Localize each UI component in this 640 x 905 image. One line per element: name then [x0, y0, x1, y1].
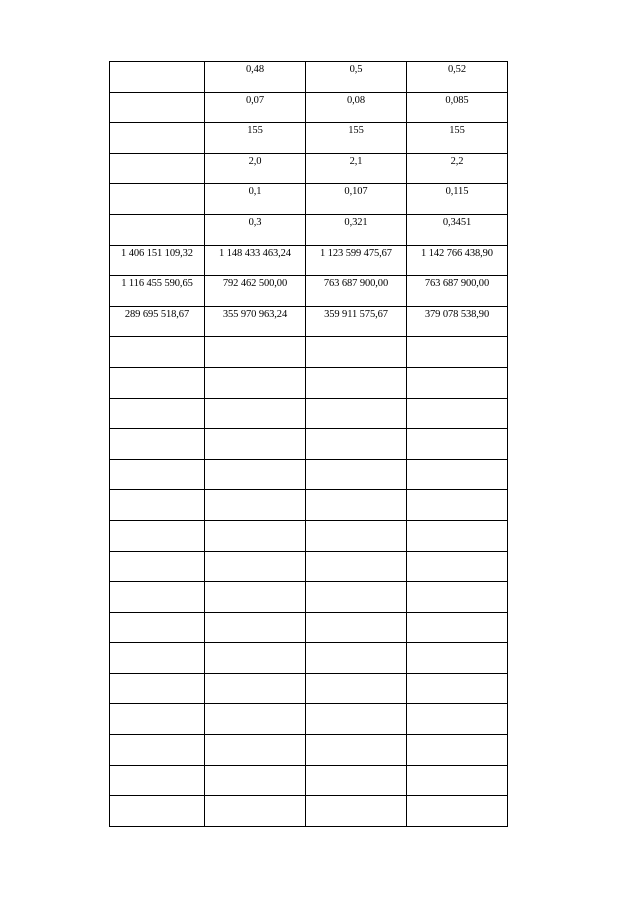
cell-value	[110, 735, 204, 736]
table-cell	[110, 765, 205, 796]
cell-value: 0,3	[248, 216, 262, 228]
table-cell	[205, 490, 306, 521]
cell-value: 763 687 900,00	[323, 278, 389, 290]
cell-value: 155	[348, 125, 364, 137]
table-cell	[407, 276, 508, 307]
table-cell	[306, 520, 407, 551]
cell-value	[407, 399, 507, 400]
cell-value	[407, 704, 507, 705]
table-row	[110, 643, 508, 674]
cell-value	[205, 552, 305, 553]
table-row	[110, 62, 508, 93]
table-cell	[205, 398, 306, 429]
cell-value: 0,107	[344, 186, 368, 198]
cell-value: 1 123 599 475,67	[320, 247, 392, 259]
table-cell	[110, 123, 205, 154]
table-cell	[205, 184, 306, 215]
table-cell	[306, 62, 407, 93]
cell-value: 0,115	[445, 186, 469, 198]
table-cell	[306, 643, 407, 674]
cell-value	[407, 460, 507, 461]
table-cell	[205, 276, 306, 307]
table-cell	[110, 796, 205, 827]
cell-value	[205, 796, 305, 797]
table-cell	[407, 214, 508, 245]
cell-value: 1 406 151 109,32	[121, 247, 193, 259]
table-cell	[407, 337, 508, 368]
cell-value: 1 142 766 438,90	[421, 247, 493, 259]
cell-value	[110, 582, 204, 583]
table-row	[110, 704, 508, 735]
cell-value	[306, 613, 406, 614]
cell-value	[407, 796, 507, 797]
table-cell	[205, 153, 306, 184]
cell-value	[110, 643, 204, 644]
cell-value	[110, 337, 204, 338]
table-cell	[110, 153, 205, 184]
cell-value: 2,1	[349, 155, 363, 167]
cell-value	[306, 643, 406, 644]
table-cell	[205, 62, 306, 93]
table-cell	[110, 62, 205, 93]
table-row	[110, 673, 508, 704]
table-cell	[205, 673, 306, 704]
cell-value	[306, 460, 406, 461]
cell-value	[110, 93, 204, 94]
table-cell	[407, 429, 508, 460]
table-cell	[110, 92, 205, 123]
table-cell	[306, 245, 407, 276]
cell-value	[306, 766, 406, 767]
cell-value	[110, 399, 204, 400]
table-cell	[205, 429, 306, 460]
cell-value	[306, 429, 406, 430]
table-row	[110, 337, 508, 368]
cell-value: 0,08	[347, 94, 365, 106]
table-cell	[306, 765, 407, 796]
table-cell	[205, 459, 306, 490]
table-cell	[110, 582, 205, 613]
table-row	[110, 245, 508, 276]
cell-value: 1 116 455 590,65	[121, 278, 193, 290]
table-cell	[306, 735, 407, 766]
table-cell	[110, 643, 205, 674]
table-cell	[205, 704, 306, 735]
table-cell	[110, 429, 205, 460]
cell-value: 0,3451	[442, 216, 472, 228]
table-cell	[306, 612, 407, 643]
cell-value	[306, 704, 406, 705]
table-cell	[306, 490, 407, 521]
cell-value	[306, 735, 406, 736]
table-cell	[407, 306, 508, 337]
table-cell	[407, 551, 508, 582]
table-cell	[205, 735, 306, 766]
cell-value	[407, 490, 507, 491]
cell-value	[110, 215, 204, 216]
table-cell	[306, 153, 407, 184]
table-row	[110, 796, 508, 827]
table-row	[110, 582, 508, 613]
table-row	[110, 520, 508, 551]
table-cell	[205, 367, 306, 398]
table-cell	[407, 245, 508, 276]
cell-value	[407, 552, 507, 553]
table-row	[110, 123, 508, 154]
cell-value: 155	[449, 125, 465, 137]
table-row	[110, 429, 508, 460]
table-cell	[407, 123, 508, 154]
cell-value	[407, 735, 507, 736]
table-cell	[306, 459, 407, 490]
table-cell	[306, 214, 407, 245]
cell-value	[205, 490, 305, 491]
cell-value	[407, 674, 507, 675]
cell-value	[205, 643, 305, 644]
cell-value	[110, 796, 204, 797]
table-row	[110, 153, 508, 184]
cell-value	[110, 184, 204, 185]
cell-value	[205, 735, 305, 736]
table-cell	[205, 123, 306, 154]
cell-value	[407, 643, 507, 644]
cell-value: 2,0	[248, 155, 262, 167]
cell-value	[306, 490, 406, 491]
table-cell	[306, 429, 407, 460]
cell-value	[205, 368, 305, 369]
table-body	[110, 62, 508, 827]
table-cell	[306, 796, 407, 827]
cell-value	[407, 613, 507, 614]
cell-value	[407, 521, 507, 522]
table-cell	[110, 520, 205, 551]
table-cell	[110, 398, 205, 429]
table-cell	[205, 643, 306, 674]
cell-value: 0,321	[344, 216, 368, 228]
cell-value	[407, 337, 507, 338]
cell-value	[110, 674, 204, 675]
cell-value	[110, 62, 204, 63]
cell-value	[205, 674, 305, 675]
table-cell	[205, 337, 306, 368]
cell-value	[407, 766, 507, 767]
table-cell	[306, 337, 407, 368]
table-row	[110, 306, 508, 337]
table-cell	[110, 276, 205, 307]
cell-value	[205, 613, 305, 614]
table-cell	[205, 245, 306, 276]
cell-value	[306, 399, 406, 400]
cell-value	[110, 552, 204, 553]
table-cell	[205, 92, 306, 123]
cell-value: 763 687 900,00	[424, 278, 490, 290]
cell-value	[407, 429, 507, 430]
cell-value	[205, 429, 305, 430]
cell-value	[306, 337, 406, 338]
table-cell	[407, 490, 508, 521]
table-cell	[306, 306, 407, 337]
table-cell	[110, 245, 205, 276]
cell-value: 0,085	[445, 94, 469, 106]
cell-value	[205, 582, 305, 583]
table-cell	[306, 582, 407, 613]
cell-value: 155	[247, 125, 263, 137]
table-cell	[110, 704, 205, 735]
cell-value	[110, 613, 204, 614]
table-cell	[110, 490, 205, 521]
table-cell	[205, 582, 306, 613]
table-row	[110, 184, 508, 215]
table-cell	[205, 214, 306, 245]
table-cell	[407, 398, 508, 429]
cell-value: 379 078 538,90	[424, 308, 490, 320]
cell-value: 0,52	[448, 64, 466, 75]
table-cell	[306, 123, 407, 154]
table-cell	[110, 306, 205, 337]
cell-value: 289 695 518,67	[124, 308, 190, 320]
table-cell	[205, 765, 306, 796]
cell-value	[205, 399, 305, 400]
table-cell	[407, 92, 508, 123]
table-row	[110, 735, 508, 766]
cell-value: 0,1	[248, 186, 262, 198]
cell-value	[205, 766, 305, 767]
cell-value: 359 911 575,67	[324, 308, 388, 320]
table-row	[110, 92, 508, 123]
table-cell	[110, 735, 205, 766]
table-cell	[407, 612, 508, 643]
table-row	[110, 490, 508, 521]
table-cell	[110, 214, 205, 245]
table-cell	[407, 796, 508, 827]
table-cell	[110, 673, 205, 704]
cell-value	[205, 521, 305, 522]
table-cell	[110, 459, 205, 490]
table-cell	[205, 520, 306, 551]
table-cell	[407, 735, 508, 766]
table-cell	[110, 367, 205, 398]
table-cell	[306, 276, 407, 307]
cell-value	[306, 368, 406, 369]
cell-value	[110, 368, 204, 369]
table-cell	[110, 612, 205, 643]
table-cell	[407, 582, 508, 613]
cell-value	[407, 368, 507, 369]
table-row	[110, 214, 508, 245]
cell-value: 355 970 963,24	[222, 308, 288, 320]
cell-value	[110, 521, 204, 522]
table-cell	[306, 673, 407, 704]
cell-value	[407, 582, 507, 583]
table-row	[110, 459, 508, 490]
table-row	[110, 765, 508, 796]
table-cell	[306, 398, 407, 429]
cell-value	[306, 552, 406, 553]
table-cell	[407, 62, 508, 93]
cell-value: 0,5	[349, 64, 363, 75]
cell-value: 2,2	[450, 155, 464, 167]
cell-value: 0,07	[246, 94, 264, 106]
table-cell	[306, 184, 407, 215]
cell-value: 792 462 500,00	[222, 278, 288, 290]
cell-value	[110, 766, 204, 767]
table-cell	[205, 551, 306, 582]
table-cell	[407, 367, 508, 398]
table-row	[110, 612, 508, 643]
table-cell	[205, 612, 306, 643]
table-row	[110, 398, 508, 429]
cell-value	[205, 337, 305, 338]
cell-value	[110, 123, 204, 124]
table-row	[110, 367, 508, 398]
table-cell	[407, 643, 508, 674]
data-table	[109, 61, 508, 827]
table-cell	[306, 551, 407, 582]
table-cell	[205, 306, 306, 337]
cell-value	[306, 582, 406, 583]
cell-value	[110, 154, 204, 155]
table-cell	[110, 551, 205, 582]
table-row	[110, 276, 508, 307]
cell-value: 0,48	[246, 64, 264, 75]
table-cell	[407, 153, 508, 184]
table-cell	[407, 520, 508, 551]
table-cell	[306, 704, 407, 735]
cell-value	[205, 704, 305, 705]
table-cell	[306, 367, 407, 398]
table-cell	[407, 704, 508, 735]
cell-value	[306, 674, 406, 675]
cell-value	[306, 796, 406, 797]
cell-value	[110, 490, 204, 491]
table-cell	[110, 184, 205, 215]
cell-value	[110, 429, 204, 430]
table-cell	[306, 92, 407, 123]
table-row	[110, 551, 508, 582]
cell-value	[110, 704, 204, 705]
table-cell	[110, 337, 205, 368]
table-cell	[205, 796, 306, 827]
table-cell	[407, 459, 508, 490]
cell-value: 1 148 433 463,24	[219, 247, 291, 259]
table-cell	[407, 184, 508, 215]
table-cell	[407, 673, 508, 704]
cell-value	[110, 460, 204, 461]
table-cell	[407, 765, 508, 796]
cell-value	[306, 521, 406, 522]
cell-value	[205, 460, 305, 461]
